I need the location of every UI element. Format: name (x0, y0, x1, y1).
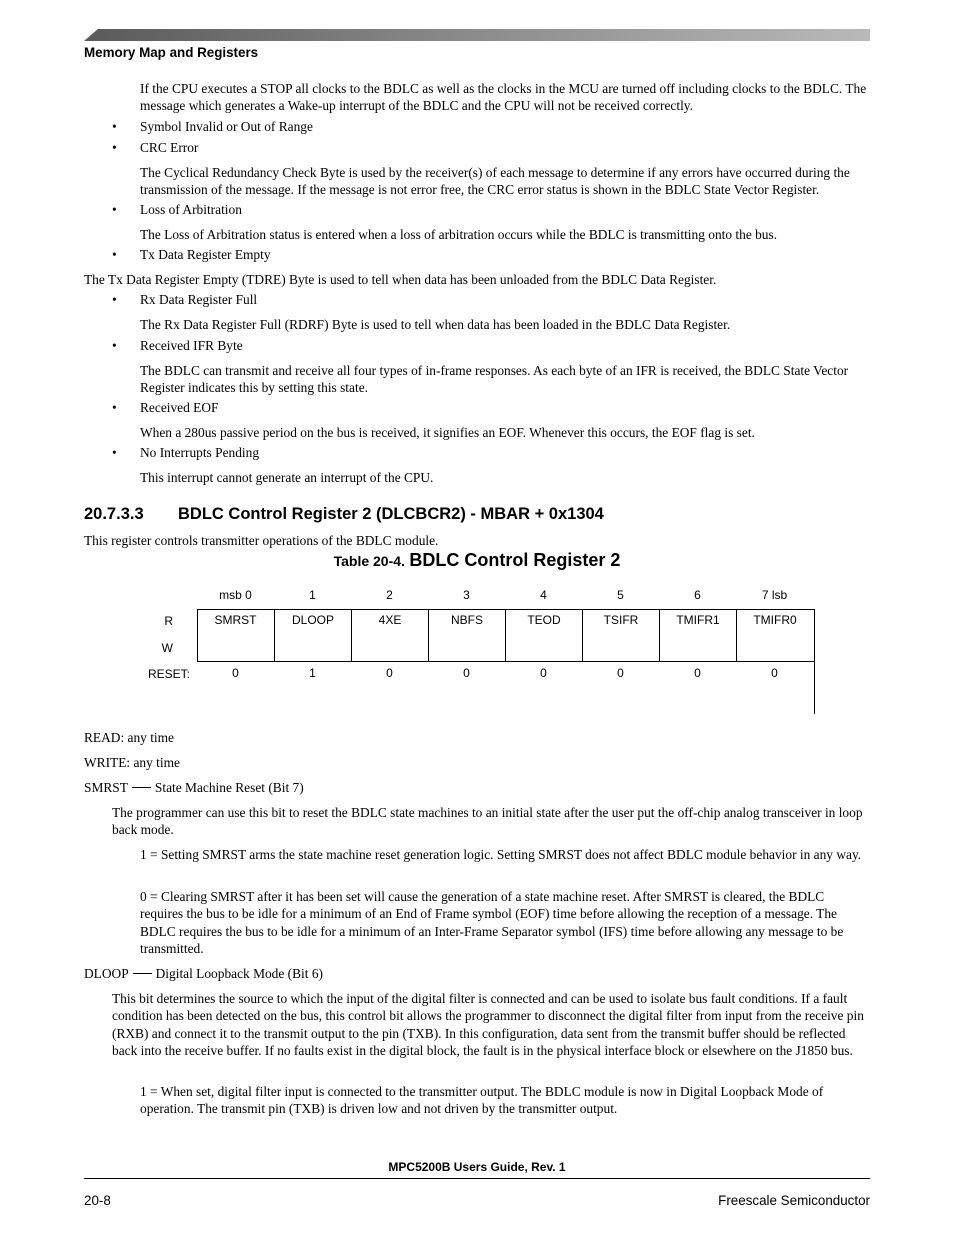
field-cell: SMRST (214, 613, 257, 627)
table-title: BDLC Control Register 2 (409, 550, 621, 570)
field-cell: NBFS (428, 609, 505, 662)
footer-rule (84, 1178, 870, 1179)
reset-value: 0 (540, 666, 547, 680)
field-cell: TMIFR1 (659, 609, 736, 662)
reset-value: 0 (771, 666, 778, 680)
section-title: BDLC Control Register 2 (DLCBCR2) - MBAR + 0x1304 (178, 505, 604, 523)
bullet-marker: • (112, 119, 117, 134)
field-cell: TEOD (505, 609, 582, 662)
section-number: 20.7.3.3 (84, 505, 144, 523)
paragraph-stop: If the CPU executes a STOP all clocks to the BDLC as well as the clocks in the MCU are turned off including clocks to the BDLC. The message which generates a Wake-up interrupt of the BDLC and the CPU will not be received correctly. (140, 81, 867, 114)
bit-header: 6 (694, 588, 701, 602)
field-cell: TSIFR (582, 609, 659, 662)
field-name: SMRST (84, 780, 128, 795)
row-label-reset: RESET: (147, 667, 190, 681)
paragraph-ifr: The BDLC can transmit and receive all four types of in-frame responses. As each byte of an IFR is received, the BDLC State Vector Register indicates this by setting this state. (140, 363, 849, 396)
row-label-read: R (164, 614, 173, 628)
register-tail-line (814, 662, 815, 714)
dloop-description: This bit determines the source to which the input of the digital filter is connected and can be used to isolate bus fault conditions. If a fault condition has been detected on the bus, this control bit allows the programmer to disconnect the digital filter from input from the receive pin (RXB) and connect it to the transmit output to the pin (TXB). In this configuration, data sent from the transmit buffer should be reflected back into the receive buffer. If no faults exist in the digital block, the fault is in the physical interface block or elsewhere on the J1850 bus. (112, 991, 864, 1059)
smrst-value-zero: 0 = Clearing SMRST after it has been set will cause the generation of a state machine reset. After SMRST is cleared, the BDLC requires the bus to be idle for a minimum of an End of Frame symbol (EOF) time before allowing the reception of a message. The BDLC requires the bus to be idle for a minimum of an Inter-Frame Separator symbol (IFS) time before allowing any message to be transmitted. (140, 889, 844, 957)
smrst-value-one: 1 = Setting SMRST arms the state machine reset generation logic. Setting SMRST does not affect BDLC module behavior in any way. (140, 847, 862, 862)
field-title-dloop (84, 965, 323, 982)
field-title-smrst (84, 779, 304, 796)
paragraph-tx: The Tx Data Register Empty (TDRE) Byte is used to tell when data has been unloaded from the BDLC Data Register. (84, 272, 717, 287)
list-item-label: CRC Error (140, 140, 199, 155)
field-description-title: Digital Loopback Mode (Bit 6) (155, 966, 323, 981)
bit-header: msb 0 (219, 588, 252, 602)
bullet-marker: • (112, 338, 117, 353)
paragraph-rx: The Rx Data Register Full (RDRF) Byte is used to tell when data has been loaded in the BDLC Data Register. (140, 317, 731, 332)
field-cell: TMIFR0 (736, 609, 813, 662)
dash-rule (132, 787, 151, 788)
bit-header: 4 (540, 588, 547, 602)
smrst-description: The programmer can use this bit to reset the BDLC state machines to an initial state after the user put the off-chip analog transceiver in loop back mode. (112, 805, 863, 838)
section-intro: This register controls transmitter operations of the BDLC module. (84, 533, 439, 548)
paragraph-no-interrupt: This interrupt cannot generate an interrupt of the CPU. (140, 470, 434, 485)
field-name: DLOOP (84, 966, 129, 981)
table-label: Table 20-4. (333, 553, 405, 569)
bullet-marker: • (112, 247, 117, 262)
paragraph-loss: The Loss of Arbitration status is entered when a loss of arbitration occurs while the BDLC is transmitting onto the bus. (140, 227, 778, 242)
field-description-title: State Machine Reset (Bit 7) (154, 780, 304, 795)
bullet-marker: • (112, 400, 117, 415)
running-header: Memory Map and Registers (84, 45, 259, 60)
reset-value: 0 (617, 666, 624, 680)
reset-value: 0 (386, 666, 393, 680)
list-item-label: Rx Data Register Full (140, 292, 258, 307)
dash-rule (133, 973, 152, 974)
footer-company: Freescale Semiconductor (718, 1193, 870, 1208)
list-item-label: No Interrupts Pending (140, 445, 260, 460)
dloop-value-one: 1 = When set, digital filter input is connected to the transmitter output. The BDLC module is now in Digital Loopback Mode of operation. The transmit pin (TXB) is driven low and not driven by the transmitter output. (140, 1084, 824, 1117)
list-item-label: Symbol Invalid or Out of Range (140, 119, 313, 134)
field-cell: DLOOP (274, 609, 351, 662)
list-item-label: Loss of Arbitration (140, 202, 242, 217)
page-number: 20-8 (84, 1193, 111, 1208)
field-cell: 4XE (351, 609, 428, 662)
paragraph-crc: The Cyclical Redundancy Check Byte is used by the receiver(s) of each message to determine if any errors have occurred during the transmission of the message. If the message is not error free, the CRC error status is shown in the BDLC State Vector Register. (140, 165, 850, 198)
bullet-marker: • (112, 202, 117, 217)
bullet-marker: • (112, 445, 117, 460)
section-heading (84, 505, 604, 524)
reset-value: 0 (463, 666, 470, 680)
row-label-write: W (161, 641, 173, 655)
access-write: WRITE: any time (84, 755, 180, 770)
list-item-label: Received EOF (140, 400, 219, 415)
reset-value: 0 (232, 666, 239, 680)
bullet-marker: • (112, 140, 117, 155)
list-item-label: Received IFR Byte (140, 338, 243, 353)
list-item-label: Tx Data Register Empty (140, 247, 271, 262)
bullet-marker: • (112, 292, 117, 307)
reset-value: 0 (694, 666, 701, 680)
footer-document-title: MPC5200B Users Guide, Rev. 1 (388, 1160, 566, 1174)
table-caption (0, 550, 954, 571)
bit-header: 2 (386, 588, 393, 602)
paragraph-eof: When a 280us passive period on the bus is received, it signifies an EOF. Whenever this occurs, the EOF flag is set. (140, 425, 755, 440)
bit-header: 3 (463, 588, 470, 602)
reset-value: 1 (309, 666, 316, 680)
bit-header: 1 (309, 588, 316, 602)
access-read: READ: any time (84, 730, 175, 745)
bit-header: 5 (617, 588, 624, 602)
header-bar (84, 29, 870, 41)
bit-header: 7 lsb (761, 588, 788, 602)
